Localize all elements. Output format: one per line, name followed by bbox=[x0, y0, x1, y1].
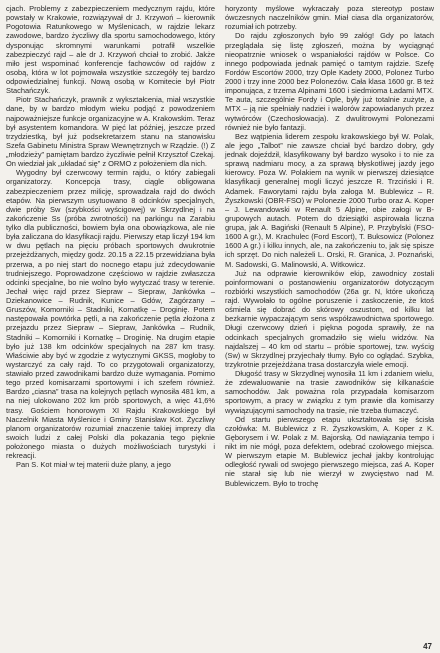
paragraph: Długość trasy w Skrzydlnej wynosiła 11 km i zdaniem wielu, że zdewaluowanie na trasie zawodników się kilkanaście samochodów. Jak poważna rola przypadała komisarzom sportowym, a pracy w związku z tym prawie dla komisarzy wywiązującymi samochody na trasie, nie trzeba tłumaczyć. bbox=[225, 369, 434, 415]
paragraph: horyzonty myślowe wykraczały poza stereotyp postaw ówczesnych naczelników gmin. Miał ciasa dla organizatorów, rozumiał ich potrzeby. bbox=[225, 4, 434, 32]
right-column bbox=[225, 4, 434, 653]
paragraph: Wygodny był czerwcowy termin rajdu, o który zabiegali organizatorzy. Koncepcja trasy, ciągle obligowana zabezpieczeniem przez milicję, sprowadzała rajd do dwóch etapów. Na pierwszym usytuowano 8 odcinków specjalnych, dwie próby Sw (szybkości wyścigowej) w Skrzydlnej i na zakończenie Ss (próba zwrotności) na parkingu na Zarabiu tylko dla publiczności, bowiem była ona obowiązkowa, ale nie była zaliczana do klasyfikacji rajdu. Pierwszy etap liczył 194 km w dwu pętlach na pięciu próbach sportowych dwukrotnie przejeżdżanych, między godz. 20.15 a 22.15 przewidziana była przerwa, a po niej start do nocnego etapu już zdecydowanie trudniejszego. Poprowadzone częściowo w rajdzie zwłaszcza odcinki specjalne, bo nie wolno było wytyczać trasy w terenie. Jechał więc rajd przez Siepraw – Siepraw, Jankówka – Dziekanowice – Rudnik, Kunice – Gdów, Zagórzany – Gruszów, Komorniki – Stadniki, Kornatkę – Droginię. Potem następowała powtórka pętli, a na zakończenie pętla złożona z przejazdu przez Siepraw – Siepraw, Jankówka – Rudnik, Stadniki – Komorniki i Kornatkę – Droginię. Na drugim etapie było już 138 km odcinków specjalnych na 287 km trasy. Właściwie aby być w zgodzie z wytycznymi GKSS, mogłoby to wystarczyć za cały rajd. To co przygotowali organizatorzy, stawiało przed zawodnikami bardzo duże wymagania. Pomimo tego przed komisarzami sportowymi i ich szefem również. Bardzo „ciasna” trasa na kolejnych pętlach wynosiła 481 km, a na niej ulokowano 202 km prób sportowych, a więc 41,6% trasy. Gościem honorowym XI Rajdu Krakowskiego był Naczelnik Miasta Myślenice i Gminy Stanisław Kot. Życzliwy planom organizatorów rozumiał znaczenie takiej imprezy dla swoich ludzi z całej Polski dla pokazania tego pięknie położonego miasta o dużych możliwościach turystyki i rekreacji. bbox=[6, 168, 215, 461]
paragraph: cjach. Problemy z zabezpieczeniem medycznym rajdu, które powstały w Krakowie, rozwiązywał dr J. Krzywoń – kierownik Pogotowia Ratunkowego w Myślenicach, w rajdzie lekarz zawodowe, bardzo życzliwy dla sportu samochodowego, który dysponując skromnymi warunkami potrafił wszelkie zabezpieczyć rajd – ale dr J. Krzywoń chciał to zrobić. Jakże miło jest wspominać konferencje fachowców od rajdów z osobą, która w lot pojmowała wszystkie szczegóły tej bardzo odpowiedzialnej funkcji. Nową osobą w Komitecie był Piotr Stachańczyk. bbox=[6, 4, 215, 96]
left-column bbox=[6, 4, 215, 653]
paragraph: Piotr Stachańczyk, prawnik z wykształcenia, miał wszystkie dane, by w bardzo młodym wieku podjąć z powodzeniem najpoważniejsze funkcje organizacyjne w A. Krakowskim. Teraz był asystentem komandora. W pięć lat później, jeszcze przed trzydziestką, był już podsekretarzem stanu na stanowisku Szefa Gabinetu Ministra Spraw Wewnętrznych w Rządzie. (!) Z „młodzieży” pamiętam bardzo życzliwie pełnił Krzysztof Czekaj. On wiedział jak „układać się” z ORMO z położeniem dla nich. bbox=[6, 95, 215, 169]
page-number: 47 bbox=[423, 642, 432, 651]
paragraph: Do rajdu zgłoszonych było 99 załóg! Gdy po latach przeglądała się listę zgłoszeń, można by wyciągnąć nieopatrznie wniosek o wspaniałości rajdów w Polsce. Co innego podpowiada jednak pamięć o tamtym rajdzie. Szefę Fordów Escortów 2000, trzy Ople Kadety 2000, Polonez Turbo 2000 i trzy inne 2000 bez Polonezów. Cała klasa 1600 gr. B też imponująca, z trzema Alpinami 1600 i siedmioma Ładami MTX. Te auta, szczególnie Fordy i Ople, były już totalnie zużyte, a MTX – ją nie spełniały nadziei i walorów zapowiadanych przez wytwórców (Czechosłowacja). Z dwulitrowymi Polonezami również nie było fantazji. bbox=[225, 31, 434, 132]
paragraph: Od startu pierwszego etapu ukształtowała się ścisła czołówka: M. Bublewicz z R. Żyszkowskim, A. Koper z K. Gęborysem i W. Polak z M. Bajorską. Od nawiązania tempo i nikt im nie mógł, poza defektem, odebrać czołowego miejsca. W pierwszym etapie M. Bublewicz jechał jakby kontrolując odległość rywali od swojego pierwszego miejsca, zaś A. Koper nie starał się lub nie wierzył w zwycięstwo nad M. Bublewiczem. Było to trochę bbox=[225, 414, 434, 488]
paragraph: Pan S. Kot miał w tej materii duże plany, a jego bbox=[16, 460, 171, 470]
paragraph: Już na odprawie kierowników ekip, zawodnicy zostali poinformowani o postanowieniu organizatorów dotyczącym rozbiórki wszystkich samochodów (26a gr. N, które ukończą rajd. Wywołało to ogólne poruszenie i zaskoczenie, że ktoś ośmiela się dobrać do skórowy oszustom, od kilku lat bezkarnie wypaczającym sens współzawodnictwa sportowego. Długi czerwcowy dzień i piękna pogoda sprawiły, że na odcinkach specjalnych gromadziło się wielu widzów. Na najdalszej – 40 km od startu – próbie sportowej, tzw. wyścig (Sw) w Skrzydlnej przyjechały tłumy. Było co oglądać. Szybka, trzykrotnie przejeżdżana trasa dostarczyła wiele emocji. bbox=[225, 268, 434, 369]
paragraph: Bez wątpienia liderem zespołu krakowskiego był W. Polak, ale jego „Talbot” nie zawsze chciał być bardzo dobry, gdy jednak dojeździł, klasyfikowany był bardzo wysoko i to nie za sprawą nadmiaru mocy, a za sprawą błyskotliwej jazdy jego kierowcy. Poza W. Polakiem na wynik w pierwszej dziesiątce klasyfikacji generalnej mogli liczyć jeszcze R. Trzciński i R. Adamek. Faworytami rajdu była załoga M. Bublewicz – R. Żyszkowski (OBR-FSO) w Polonezie 2000 Turbo oraz A. Koper – J. Lewandowski w Renault 5 Alpine, obie załogi w B- grupowych autach. Potem do dziesiątki aspirowała liczna grupa, jak A. Bagiński (Renault 5 Alpine), P. Przybylski (FSO-1600 A gr.), M. Krachulec (Ford Escort), T. Buksowicz (Polonez 1600 A gr.) i kilku innych, ale, na zakończeniu to, jak się spisze ich sprzęt. Do nich należeli L. Orski, R. Granica, J. Poznański, M. Sadowski, G. Malinowski, A. Witkowicz. bbox=[225, 131, 434, 269]
